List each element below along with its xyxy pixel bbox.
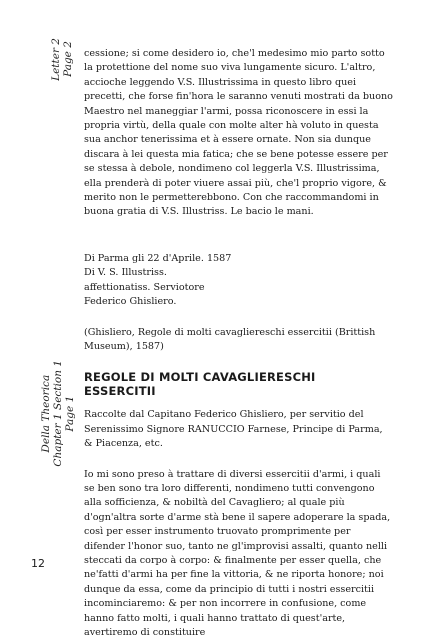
section-body: Io mi sono preso à trattare di diversi essercitii d'armi, i quali se ben sono tra loro differenti, nondimeno tutti convengono alla sofficienza, & nobiltà del Cavagliero; al quale più d'ogn'altra sorte d'arme stà bene il sapere adoperare la spada, così per esser instrumento truovato promprimente per difender l'honor suo, tanto ne gl'improvisi assalti, quanto nelli steccati da corpo à corpo: & finalmente per esser quella, che ne'fatti d'armi ha per fine la vittoria, & ne riporta honore; noi dunque da essa, come da principio di tutti i nostri essercitii incominciaremo: & per non incorrere in confusione, come hanno fatto molti, i quali hanno trattato di quest'arte, avertiremo di constituire [84,468,391,638]
letter-signature [84,252,394,310]
source-citation-line2: Museum), 1587) [84,340,164,352]
letter-body: cessione; si come desidero io, che'l medesimo mio parto sotto la protettione del nome suo viva lungamente sicuro. L'altro, accioche leggendo V.S. Illustrissima in questo libro quei precetti, che forse fin'hora le saranno venuti mostrati da buono Maestro nel maneggiar l'armi, possa riconoscere in essi la propria virtù, della quale con molte alter hà voluto in questa sua anchor tenerissima et à essere ornate. Non sia dunque discara à lei questa mia fatica; che se bene potesse essere per se stessa à debole, nondimeno col leggerla V.S. Illustrissima, ella prenderà di poter viuere assai più, che'l proprio vigore, & merito non le permetterebbono. Con che raccommandomi in buona gratia di V.S. Illustriss. Le bacio le mani. [84,48,393,218]
page-number: 12 [31,557,45,570]
side-label-letter-line1: Letter 2 [50,38,62,81]
side-label-chapter-line3: Page 1 [64,395,76,432]
section-heading [84,370,394,398]
section-intro: Raccolte dal Capitano Federico Ghisliero, per servitio del Serenissimo Signore RANUCCIO Farnese, Principe di Parma, & Piacenza, etc. [84,409,383,450]
signature-date: Di Parma gli 22 d'Aprile. 1587 [84,252,232,264]
side-label-chapter-line1: Della Theorica [40,374,52,453]
signature-name: Federico Ghisliero. [84,296,177,308]
signature-closing: affettionatiss. Serviotore [84,281,205,293]
main-text-column [84,47,394,640]
source-citation [84,326,394,355]
section-heading-line1: REGOLE DI MOLTI CAVAGLIERESCHI [84,370,316,385]
side-label-letter-line2: Page 2 [62,41,74,78]
side-label-chapter-line2: Chapter 1 Section 1 [52,360,64,467]
side-label-chapter [40,360,76,467]
section-heading-line2: ESSERCITII [84,384,156,399]
source-citation-line1: (Ghisliero, Regole di molti cavagliereschi essercitii (Brittish [84,326,376,338]
side-label-letter [50,38,74,81]
signature-salutation: Di V. S. Illustriss. [84,267,167,279]
